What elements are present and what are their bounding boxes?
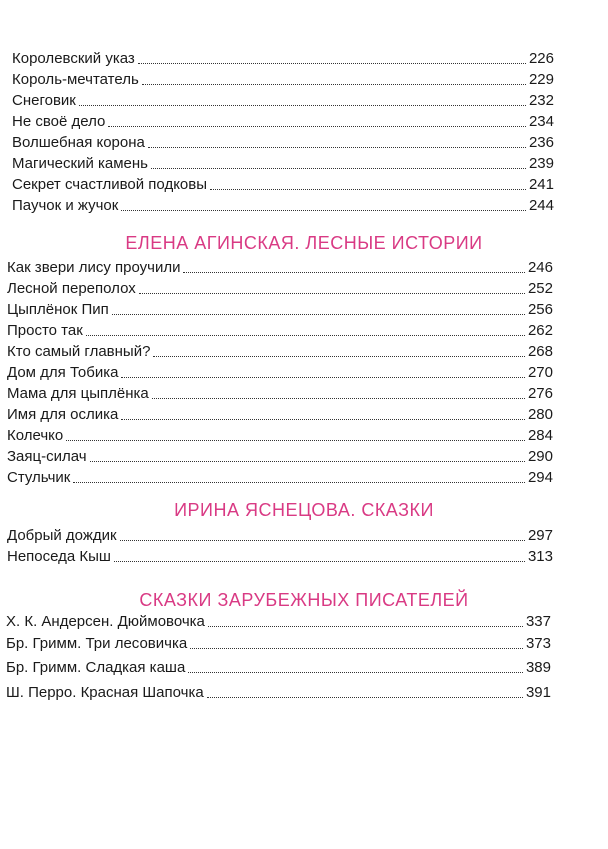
toc-entry [6,682,551,702]
toc-leader-dots [121,377,524,378]
toc-leader-dots [73,482,525,483]
toc-leader-dots [90,461,525,462]
toc-entry-title: Секрет счастливой подковы [12,176,208,193]
toc-entry [7,525,553,545]
toc-leader-dots [152,398,525,399]
toc-entry-page: 373 [525,635,551,652]
toc-entry-page: 290 [527,448,553,465]
toc-entry [6,657,551,677]
toc-entry [7,446,553,466]
toc-entry [12,69,554,89]
toc-entry [7,299,553,319]
toc-entry-title: Волшебная корона [12,134,145,151]
toc-entry-page: 236 [528,134,554,151]
toc-entry-title: Не своё дело [12,113,106,130]
toc-leader-dots [138,63,526,64]
toc-entry [7,425,553,445]
toc-entry-page: 252 [527,280,553,297]
toc-entry [12,132,554,152]
toc-entry-title: Имя для ослика [7,406,119,423]
toc-entry [7,546,553,566]
toc-entry-page: 297 [527,527,553,544]
toc-leader-dots [210,189,526,190]
toc-entry-title: Цыплёнок Пип [7,301,109,318]
toc-entry [7,362,553,382]
toc-entry-title: Заяц-силач [7,448,87,465]
toc-entry-page: 313 [527,548,553,565]
toc-entry [7,467,553,487]
toc-leader-dots [139,293,525,294]
toc-leader-dots [112,314,525,315]
toc-entry-page: 276 [527,385,553,402]
toc-entry-title: Король-мечтатель [12,71,139,88]
toc-entry [7,320,553,340]
toc-entry-title: Кто самый главный? [7,343,151,360]
toc-entry-title: Королевский указ [12,50,135,67]
toc-leader-dots [121,210,526,211]
toc-leader-dots [188,672,523,673]
toc-entry-page: 234 [528,113,554,130]
toc-entry-title: Паучок и жучок [12,197,119,214]
toc-entry-title: Магический камень [12,155,148,172]
toc-entry [7,383,553,403]
section-heading: ЕЛЕНА АГИНСКАЯ. ЛЕСНЫЕ ИСТОРИИ [125,233,483,253]
toc-entry [7,257,553,277]
toc-leader-dots [86,335,525,336]
toc-leader-dots [207,697,523,698]
toc-leader-dots [66,440,525,441]
toc-entry-title: Просто так [7,322,83,339]
toc-entry [12,153,554,173]
toc-entry-title: Дом для Тобика [7,364,119,381]
toc-entry-title: Снеговик [12,92,76,109]
toc-entry-page: 280 [527,406,553,423]
toc-entry-page: 226 [528,50,554,67]
toc-entry-title: Х. К. Андерсен. Дюймовочка [6,613,205,630]
toc-entry [7,278,553,298]
toc-entry [7,341,553,361]
toc-entry-title: Ш. Перро. Красная Шапочка [6,684,204,701]
toc-entry-title: Бр. Гримм. Сладкая каша [6,659,186,676]
toc-entry-page: 256 [527,301,553,318]
toc-entry [7,404,553,424]
toc-entry-page: 262 [527,322,553,339]
toc-leader-dots [183,272,524,273]
toc-leader-dots [151,168,526,169]
toc-leader-dots [120,540,525,541]
toc-entry-page: 239 [528,155,554,172]
toc-entry-page: 391 [525,684,551,701]
toc-entry-title: Бр. Гримм. Три лесовичка [6,635,188,652]
toc-entry-page: 244 [528,197,554,214]
toc-entry-page: 241 [528,176,554,193]
toc-entry [12,195,554,215]
toc-entry-title: Стульчик [7,469,71,486]
toc-leader-dots [148,147,526,148]
toc-entry-title: Мама для цыплёнка [7,385,149,402]
toc-entry-title: Непоседа Кыш [7,548,111,565]
toc-entry-page: 294 [527,469,553,486]
toc-entry-page: 270 [527,364,553,381]
toc-leader-dots [153,356,525,357]
toc-entry-page: 337 [525,613,551,630]
toc-leader-dots [108,126,526,127]
toc-entry-title: Добрый дождик [7,527,117,544]
toc-leader-dots [114,561,525,562]
toc-leader-dots [190,648,523,649]
toc-entry-title: Как звери лису проучили [7,259,181,276]
toc-entry-page: 389 [525,659,551,676]
toc-leader-dots [79,105,526,106]
toc-entry [12,111,554,131]
section-heading: ИРИНА ЯСНЕЦОВА. СКАЗКИ [174,500,434,520]
toc-entry [12,90,554,110]
toc-entry [12,48,554,68]
toc-entry-page: 232 [528,92,554,109]
toc-leader-dots [142,84,526,85]
toc-entry-title: Колечко [7,427,64,444]
toc-entry-page: 268 [527,343,553,360]
toc-entry-page: 246 [527,259,553,276]
toc-entry [6,633,551,653]
toc-leader-dots [208,626,523,627]
toc-entry-title: Лесной переполох [7,280,136,297]
toc-entry-page: 284 [527,427,553,444]
toc-entry [12,174,554,194]
toc-leader-dots [121,419,525,420]
toc-entry-page: 229 [528,71,554,88]
section-heading: СКАЗКИ ЗАРУБЕЖНЫХ ПИСАТЕЛЕЙ [139,590,469,610]
toc-entry [6,611,551,631]
